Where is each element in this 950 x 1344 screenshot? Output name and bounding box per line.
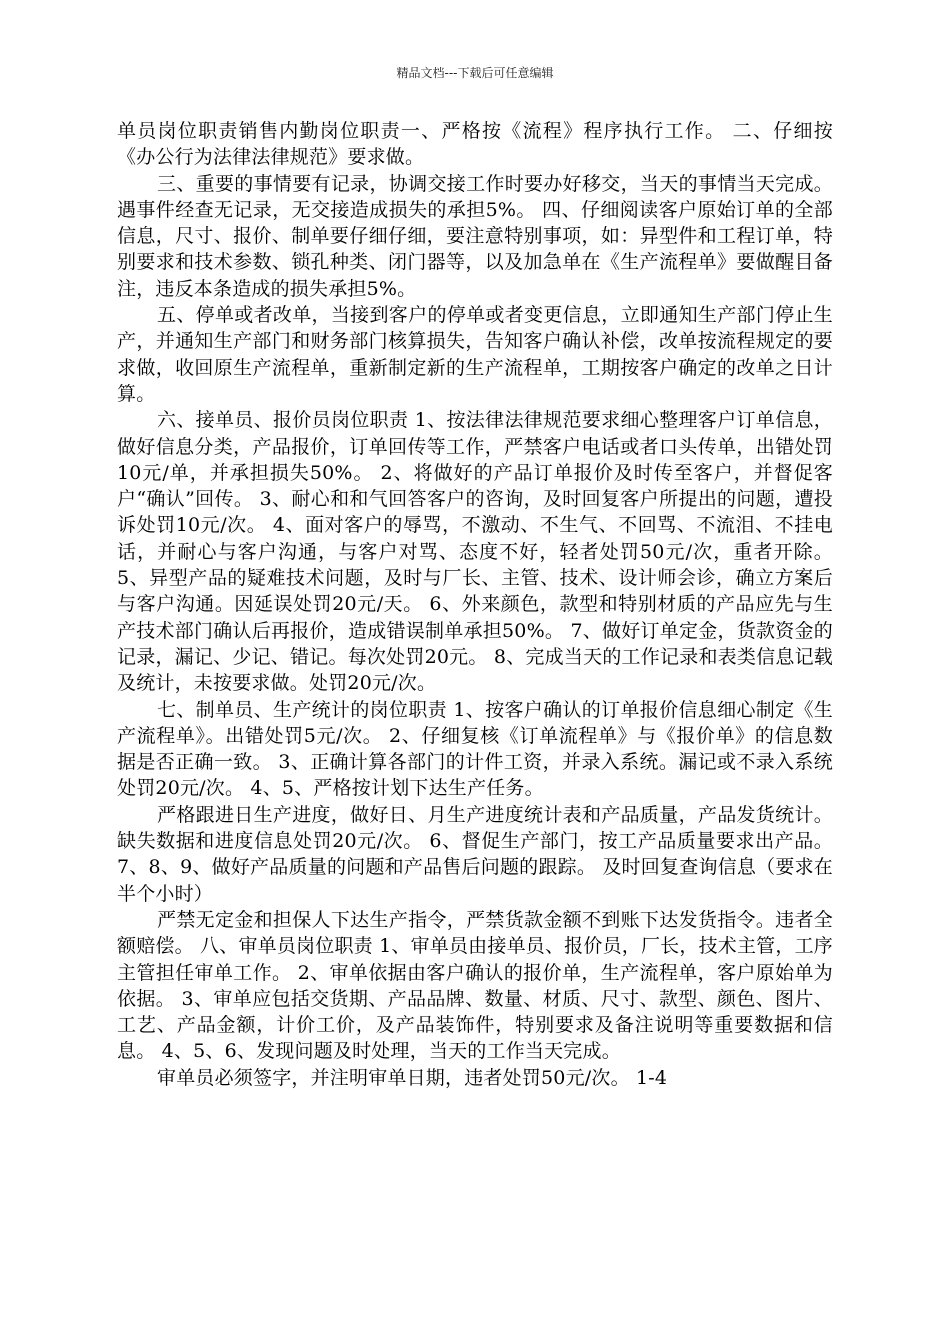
page-header: 精品文档---下载后可任意编辑 (396, 66, 554, 80)
document-body (117, 118, 833, 1091)
paragraph-3: 五、停单或者改单，当接到客户的停单或者变更信息，立即通知生产部门停止生产，并通知生产部门和财务部门核算损失，告知客户确认补偿，改单按流程规定的要求做，收回原生产流程单，重新制定新的生产流程单，工期按客户确定的改单之日计算。 (117, 304, 833, 405)
paragraph-6: 严格跟进日生产进度，做好日、月生产进度统计表和产品质量，产品发货统计。缺失数据和进度信息处罚20元/次。 6、督促生产部门，按工产品质量要求出产品。 7、8、9、做好产品质量的问题和产品售后问题的跟踪。 及时回复查询信息（要求在半个小时） (117, 803, 833, 905)
paragraph-2: 三、重要的事情要有记录，协调交接工作时要办好移交，当天的事情当天完成。遇事件经查无记录，无交接造成损失的承担5%。 四、仔细阅读客户原始订单的全部信息，尺寸、报价、制单要仔细仔细，要注意特别事项，如：异型件和工程订单，特别要求和技术参数、锁孔种类、闭门器等，以及加急单在《生产流程单》要做醒目备注，违反本条造成的损失承担5%。 (117, 172, 833, 300)
paragraph-7: 严禁无定金和担保人下达生产指令，严禁货款金额不到账下达发货指令。违者全额赔偿。 八、审单员岗位职责 1、审单员由接单员、报价员，厂长，技术主管，工序主管担任审单工作。 2、审单依据由客户确认的报价单，生产流程单，客户原始单为依据。 3、审单应包括交货期、产品品牌、数量、材质、尺寸、款型、颜色、图片、工艺、产品金额，计价工价，及产品装饰件，特别要求及备注说明等重要数据和信息。 4、5、6、发现问题及时处理，当天的工作当天完成。 (117, 908, 833, 1063)
paragraph-8: 审单员必须签字，并注明审单日期，违者处罚50元/次。 1-4 (157, 1066, 668, 1089)
paragraph-1: 单员岗位职责销售内勤岗位职责一、严格按《流程》程序执行工作。 二、仔细按《办公行为法律法律规范》要求做。 (117, 120, 833, 169)
paragraph-5: 七、制单员、生产统计的岗位职责 1、按客户确认的订单报价信息细心制定《生产流程单》。出错处罚5元/次。 2、仔细复核《订单流程单》与《报价单》的信息数据是否正确一致。 3、正确计算各部门的计件工资，并录入系统。漏记或不录入系统处罚20元/次。 4、5、严格按计划下达生产任务。 (117, 698, 833, 800)
paragraph-4: 六、接单员、报价员岗位职责 1、按法律法律规范要求细心整理客户订单信息，做好信息分类，产品报价，订单回传等工作，严禁客户电话或者口头传单，出错处罚10元/单，并承担损失50%。 2、将做好的产品订单报价及时传至客户，并督促客户“确认”回传。 3、耐心和和气回答客户的咨询，及时回复客户所提出的问题，遭投诉处罚10元/次。 4、面对客户的辱骂，不激动、不生气、不回骂、不流泪、不挂电话，并耐心与客户沟通，与客户对骂、态度不好，轻者处罚50元/次，重者开除。 5、异型产品的疑难技术问题，及时与厂长、主管、技术、设计师会诊，确立方案后与客户沟通。因延误处罚20元/天。 6、外来颜色，款型和特别材质的产品应先与生产技术部门确认后再报价，造成错误制单承担50%。 7、做好订单定金，货款资金的记录，漏记、少记、错记。每次处罚20元。 8、完成当天的工作记录和表类信息记载及统计，未按要求做。处罚20元/次。 (117, 409, 833, 695)
